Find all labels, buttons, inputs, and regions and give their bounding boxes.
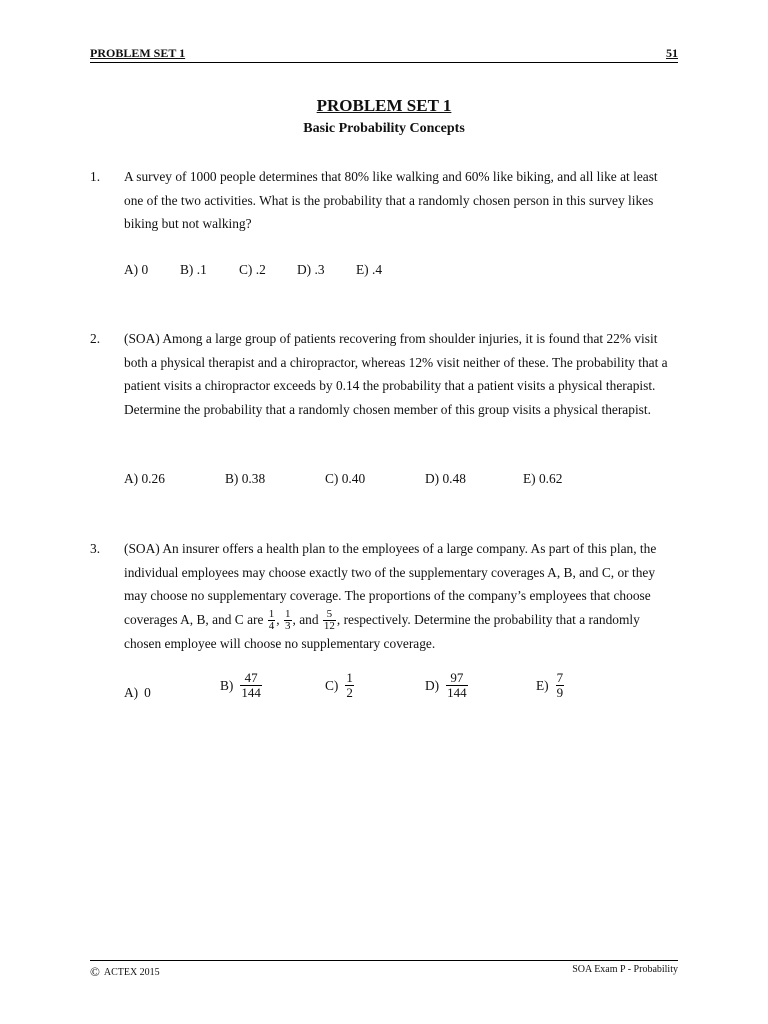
choice-b: B) .1: [180, 262, 207, 277]
title-block: [0, 96, 768, 137]
footer-publisher: ACTEX 2015: [103, 967, 160, 978]
choice-e: [536, 671, 565, 700]
problem-text-after: , respectively. Determine the probability that a randomly chosen employee will choose no supplementary coverage.: [124, 611, 640, 651]
header-section-title: PROBLEM SET 1: [90, 46, 186, 60]
copyright-icon: ©: [90, 964, 100, 979]
problem-2: [90, 327, 678, 497]
choice-a: [124, 681, 151, 705]
choice-value: 0: [144, 685, 151, 700]
choice-b: B) 0.38: [225, 471, 266, 486]
problem-number: 1.: [90, 169, 101, 184]
footer-right: SOA Exam P - Probability: [572, 964, 678, 975]
problem-text: A survey of 1000 people determines that 80% like walking and 60% like biking, and all like at least one of the two activities. What is the probability that a randomly chosen person in this survey likes biking but not walking?: [124, 169, 658, 231]
choice-label: C): [325, 677, 339, 693]
choice-a: A) 0.26: [124, 471, 165, 486]
choice-e: E) .4: [356, 262, 383, 277]
choice-c: C) 0.40: [325, 471, 366, 486]
problem-number: 2.: [90, 331, 101, 346]
choice-fraction: $\frac{97}{144}$: [447, 670, 467, 700]
problem-text: (SOA) An insurer offers a health plan to the employees of a large company. As part of this plan, the individual employees may choose exactly two of the supplementary coverages A, B, and C, or they may choose no supplementary coverage. The proportions of the company’s employees that choose coverages A, B, and C are $\frac{1}{4}$ , $\frac{1}{3}$ , and $\frac{5}{12}$ , respectively. Determine the probability that a randomly chosen employee will choose no supplementary coverage.: [124, 541, 657, 651]
footer-left: [90, 964, 160, 980]
choice-e: E) 0.62: [523, 471, 563, 486]
choice-d: [425, 671, 469, 700]
choice-a: A) 0: [124, 262, 149, 277]
page-number: 51: [666, 46, 678, 60]
page-title: PROBLEM SET 1: [316, 96, 452, 115]
choice-fraction: $\frac{1}{2}$: [346, 670, 353, 700]
fraction-c: $\frac{5}{12}$: [323, 607, 335, 632]
choice-label: D): [425, 677, 440, 693]
choice-label: E): [536, 677, 549, 693]
fraction-b: $\frac{1}{3}$: [285, 607, 291, 632]
choice-label: A): [124, 685, 139, 700]
running-header: [90, 46, 678, 63]
fraction-a: $\frac{1}{4}$: [268, 607, 275, 632]
choice-d: D) 0.48: [425, 471, 466, 486]
choice-fraction: $\frac{47}{144}$: [241, 670, 261, 700]
problem-text-before: (SOA) An insurer offers a health plan to the employees of a large company. As part of this plan, the individual employees may choose exactly two of the supplementary coverages A, B, and C, or they may choose no supplementary coverage. The proportions of the company’s employees that choose coverages A, B, and C are: [124, 541, 657, 627]
choice-fraction: $\frac{7}{9}$: [556, 670, 564, 700]
problem-text: (SOA) Among a large group of patients recovering from shoulder injuries, it is found that 22% visit both a physical therapist and a chiropractor, whereas 12% visit neither of these. The probability that a patient visits a chiropractor exceeds by 0.14 the probability that a patient visits a physical therapist. Determine the probability that a randomly chosen member of this group visits a physical therapist.: [124, 331, 668, 417]
problem-1: [90, 165, 678, 285]
choice-d: D) .3: [297, 262, 325, 277]
choice-c: [325, 671, 355, 700]
running-footer: [90, 960, 678, 980]
choice-c: C) .2: [239, 262, 266, 277]
choice-b: [220, 671, 263, 700]
problem-3: [90, 537, 678, 737]
problem-number: 3.: [90, 541, 101, 556]
page-subtitle: Basic Probability Concepts: [303, 121, 465, 136]
choice-label: B): [220, 677, 234, 693]
